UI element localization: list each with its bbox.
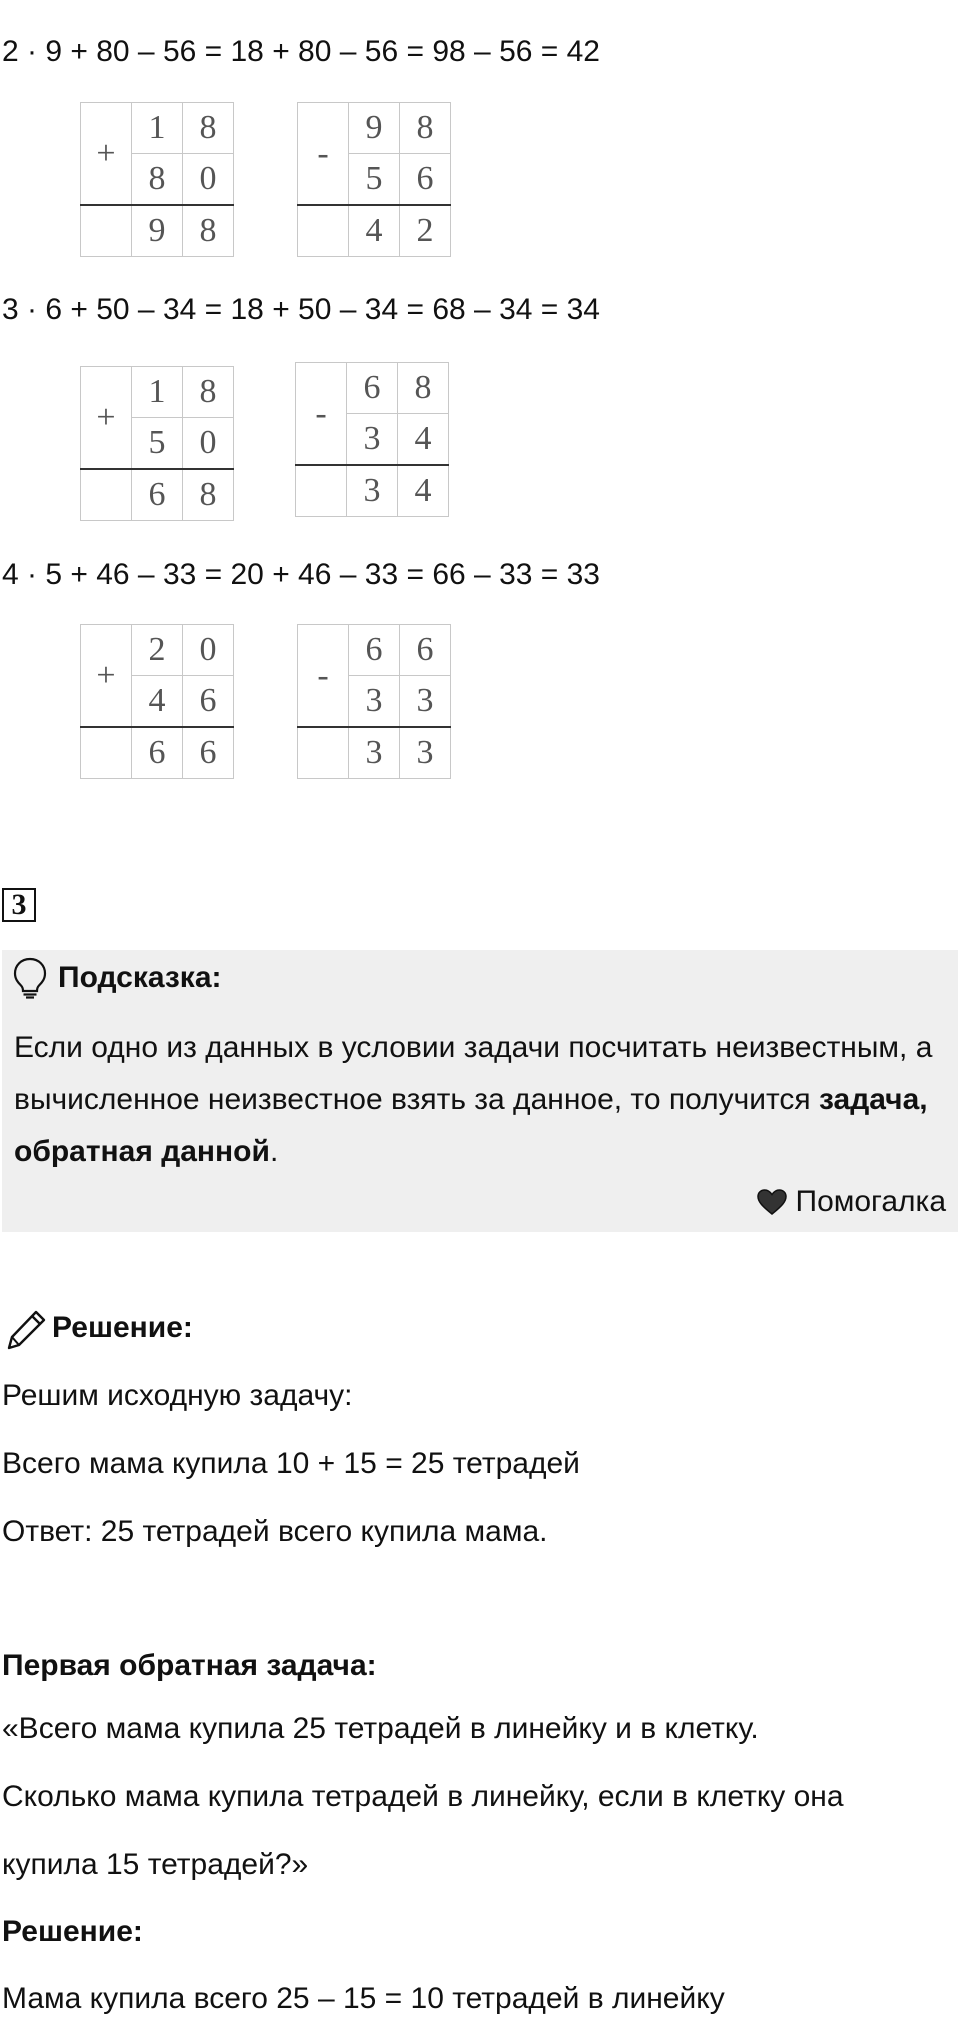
minus-sign: - [298,625,349,728]
plus-sign: + [81,367,132,470]
digit: 6 [132,469,183,521]
empty-cell [81,205,132,257]
digit: 9 [349,103,400,154]
digit: 4 [132,676,183,728]
digit: 6 [132,727,183,779]
digit: 3 [400,727,451,779]
solution-title: Решение: [52,1311,193,1344]
digit: 8 [183,103,234,154]
addition-grid-3 [80,624,234,779]
plus-sign: + [81,625,132,728]
minus-sign: - [296,363,347,466]
digit: 4 [398,465,449,517]
solution-line-3: Ответ: 25 тетрадей всего купила мама. [2,1515,548,1548]
digit: 4 [349,205,400,257]
brand-name: Помогалка [795,1185,946,1218]
equation-3: 4 · 5 + 46 – 33 = 20 + 46 – 33 = 66 – 33 = 33 [2,558,600,591]
hint-text-part: Если одно из данных в условии задачи посчитать неизвестным, а вычисленное неизвестное взять за данное, то получится [14,1031,933,1116]
digit: 2 [132,625,183,676]
solution-line-1: Решим исходную задачу: [2,1379,353,1412]
digit: 8 [132,154,183,206]
equation-2: 3 · 6 + 50 – 34 = 18 + 50 – 34 = 68 – 34 = 34 [2,293,600,326]
digit: 8 [400,103,451,154]
digit: 3 [349,727,400,779]
digit: 3 [349,676,400,728]
digit: 6 [347,363,398,414]
subtraction-grid-3 [297,624,451,779]
inverse-solution-title: Решение: [2,1915,143,1948]
digit: 2 [400,205,451,257]
subtraction-grid-1 [297,102,451,257]
inverse-solution-line: Мама купила всего 25 – 15 = 10 тетрадей в линейку [2,1982,725,2015]
hint-text-end: . [269,1135,279,1168]
digit: 1 [132,103,183,154]
digit: 0 [183,418,234,470]
task-number: 3 [2,888,36,922]
empty-cell [298,205,349,257]
digit: 8 [398,363,449,414]
hint-text [14,1022,954,1178]
inverse-task-line-1: «Всего мама купила 25 тетрадей в линейку и в клетку. [2,1712,759,1745]
digit: 0 [183,154,234,206]
digit: 3 [347,414,398,466]
heart-icon [756,1188,788,1216]
subtraction-grid-2 [295,362,449,517]
hint-text-bold: задача, обратная данной [14,1083,928,1168]
digit: 6 [400,154,451,206]
inverse-task-line-3: купила 15 тетрадей?» [2,1848,309,1881]
digit: 6 [400,625,451,676]
digit: 8 [183,469,234,521]
digit: 5 [349,154,400,206]
digit: 0 [183,625,234,676]
hint-title: Подсказка: [58,961,222,994]
empty-cell [298,727,349,779]
pencil-icon [6,1308,48,1350]
empty-cell [296,465,347,517]
digit: 5 [132,418,183,470]
brand-label[interactable] [756,1182,947,1222]
lightbulb-icon [10,956,50,1000]
digit: 8 [183,205,234,257]
digit: 6 [183,676,234,728]
digit: 3 [400,676,451,728]
equation-1: 2 · 9 + 80 – 56 = 18 + 80 – 56 = 98 – 56 = 42 [2,35,600,68]
inverse-task-line-2: Сколько мама купила тетрадей в линейку, если в клетку она [2,1780,844,1813]
addition-grid-1 [80,102,234,257]
digit: 8 [183,367,234,418]
digit: 6 [349,625,400,676]
addition-grid-2 [80,366,234,521]
minus-sign: - [298,103,349,206]
empty-cell [81,469,132,521]
plus-sign: + [81,103,132,206]
empty-cell [81,727,132,779]
digit: 3 [347,465,398,517]
solution-line-2: Всего мама купила 10 + 15 = 25 тетрадей [2,1447,580,1480]
digit: 6 [183,727,234,779]
digit: 4 [398,414,449,466]
inverse-task-title: Первая обратная задача: [2,1649,377,1682]
digit: 9 [132,205,183,257]
digit: 1 [132,367,183,418]
